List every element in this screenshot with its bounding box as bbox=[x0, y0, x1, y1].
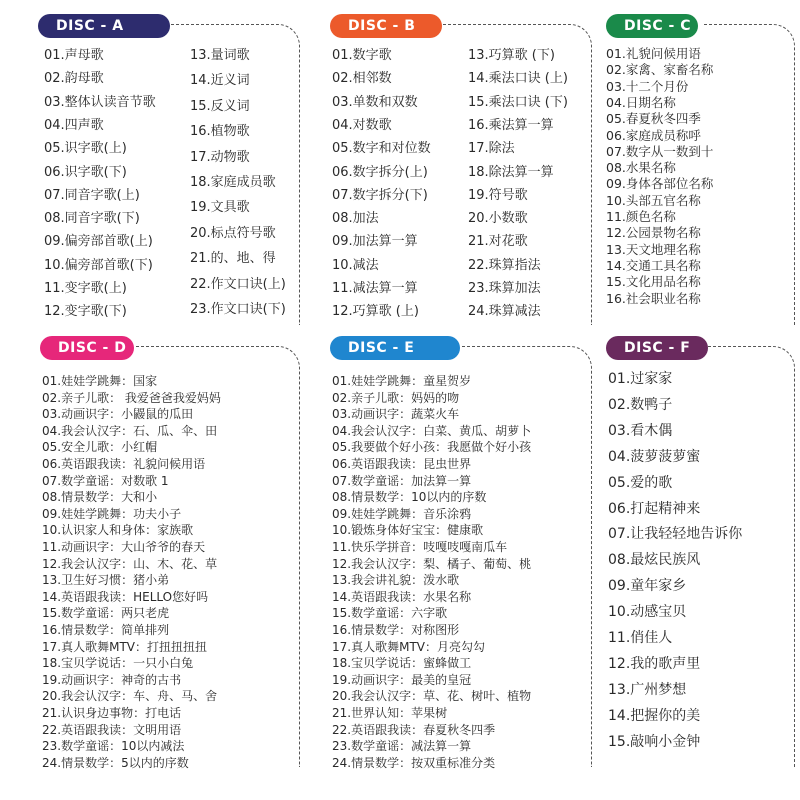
disc-f-track: 12.我的歌声里 bbox=[608, 655, 701, 672]
disc-b-track: 12.巧算歌 (上) bbox=[332, 304, 419, 320]
disc-c-track: 04.日期名称 bbox=[606, 94, 676, 110]
disc-e-track: 12.我会认汉字：梨、橘子、葡萄、桃 bbox=[332, 556, 532, 571]
disc-c-badge: DISC - C bbox=[606, 14, 698, 38]
disc-b-track: 14.乘法口诀 (上) bbox=[468, 71, 568, 87]
disc-c-track: 15.文化用品名称 bbox=[606, 274, 701, 290]
disc-f-track: 04.菠萝菠萝蜜 bbox=[608, 448, 701, 465]
disc-c-frame bbox=[704, 24, 795, 325]
disc-e-track: 19.动画识字：最美的皇冠 bbox=[332, 672, 472, 687]
disc-e-track: 04.我会认汉字：白菜、黄瓜、胡萝卜 bbox=[332, 423, 532, 438]
disc-c-track: 12.公园景物名称 bbox=[606, 225, 701, 241]
disc-c-track: 05.春夏秋冬四季 bbox=[606, 111, 701, 127]
disc-d-track: 10.认识家人和身体：家族歌 bbox=[42, 523, 194, 538]
disc-d-track: 08.情景数学：大和小 bbox=[42, 490, 158, 505]
disc-d-badge: DISC - D bbox=[40, 336, 134, 360]
disc-e-track: 14.英语跟我读：水果名称 bbox=[332, 589, 472, 604]
disc-f-track: 09.童年家乡 bbox=[608, 578, 687, 595]
disc-a-track: 05.识字歌(上) bbox=[44, 141, 127, 157]
disc-c-track: 14.交通工具名称 bbox=[606, 257, 701, 273]
disc-f-track: 07.让我轻轻地告诉你 bbox=[608, 526, 743, 543]
disc-d-track: 16.情景数学：简单排列 bbox=[42, 623, 170, 637]
disc-d-track: 01.娃娃学跳舞：国家 bbox=[42, 374, 158, 388]
disc-b-track: 11.减法算一算 bbox=[332, 281, 418, 296]
disc-c-panel bbox=[604, 14, 796, 334]
disc-d-track: 22.英语跟我读：文明用语 bbox=[42, 722, 182, 737]
disc-a-track: 18.家庭成员歌 bbox=[190, 175, 276, 190]
disc-b-track: 01.数字歌 bbox=[332, 48, 392, 63]
disc-c-track: 09.身体各部位名称 bbox=[606, 176, 714, 192]
disc-b-track: 15.乘法口诀 (下) bbox=[468, 94, 568, 110]
disc-e-track: 07.数学童谣：加法算一算 bbox=[332, 473, 472, 488]
disc-b-track: 20.小数歌 bbox=[468, 211, 528, 227]
disc-f-track: 02.数鸭子 bbox=[608, 396, 673, 413]
disc-a-track: 23.作文口诀(下) bbox=[190, 302, 286, 317]
disc-e-track: 11.快乐学拼音：吱嘎吱嘎南瓜车 bbox=[332, 540, 508, 554]
disc-b-track: 22.珠算指法 bbox=[468, 257, 541, 273]
disc-e-panel bbox=[330, 336, 594, 776]
disc-a-track: 11.变字歌(上) bbox=[44, 281, 127, 296]
disc-b-track: 02.相邻数 bbox=[332, 71, 392, 87]
disc-c-track: 10.头部五官名称 bbox=[606, 192, 701, 208]
disc-b-track: 10.减法 bbox=[332, 257, 379, 273]
disc-b-track: 05.数字和对位数 bbox=[332, 141, 431, 157]
disc-b-track: 23.珠算加法 bbox=[468, 281, 541, 296]
disc-b-track: 17.除法 bbox=[468, 141, 515, 157]
disc-d-track: 11.动画识字：大山爷爷的春天 bbox=[42, 540, 206, 554]
disc-b-track: 04.对数歌 bbox=[332, 117, 392, 133]
disc-f-track: 14.把握你的美 bbox=[608, 707, 701, 724]
disc-f-badge: DISC - F bbox=[606, 336, 708, 360]
disc-a-track: 07.同音字歌(上) bbox=[44, 187, 140, 203]
disc-a-track: 08.同音字歌(下) bbox=[44, 211, 140, 227]
disc-d-track: 15.数学童谣：两只老虎 bbox=[42, 606, 170, 621]
disc-e-track: 21.世界认知：苹果树 bbox=[332, 706, 448, 720]
disc-a-track: 13.量词歌 bbox=[190, 48, 250, 63]
disc-e-track: 22.英语跟我读：春夏秋冬四季 bbox=[332, 722, 496, 737]
disc-f-track: 15.敲响小金钟 bbox=[608, 733, 701, 750]
disc-a-panel bbox=[38, 14, 302, 334]
disc-e-track: 02.亲子儿歌：妈妈的吻 bbox=[332, 390, 460, 405]
disc-f-track: 11.俏佳人 bbox=[608, 630, 673, 646]
disc-e-track: 08.情景数学：10以内的序数 bbox=[332, 490, 487, 505]
disc-e-track: 06.英语跟我读：昆虫世界 bbox=[332, 457, 472, 471]
disc-e-badge: DISC - E bbox=[330, 336, 460, 360]
disc-d-track: 09.娃娃学跳舞：功夫小子 bbox=[42, 506, 182, 521]
disc-e-track: 17.真人歌舞MTV：月亮勾勾 bbox=[332, 639, 485, 654]
disc-a-track: 12.变字歌(下) bbox=[44, 304, 127, 320]
disc-b-track: 21.对花歌 bbox=[468, 234, 528, 250]
disc-e-track: 01.娃娃学跳舞：童星贺岁 bbox=[332, 374, 472, 388]
disc-e-track: 09.娃娃学跳舞：音乐涂鸦 bbox=[332, 506, 472, 521]
disc-d-track: 14.英语跟我读：HELLO您好吗 bbox=[42, 589, 209, 604]
disc-f-track: 10.动感宝贝 bbox=[608, 604, 687, 621]
disc-c-track: 03.十二个月份 bbox=[606, 78, 689, 94]
disc-f-track: 13.广州梦想 bbox=[608, 681, 687, 698]
disc-b-badge: DISC - B bbox=[330, 14, 442, 38]
disc-a-track: 04.四声歌 bbox=[44, 117, 104, 133]
disc-e-track: 20.我会认汉字：草、花、树叶、植物 bbox=[332, 689, 532, 704]
disc-e-track: 16.情景数学：对称图形 bbox=[332, 623, 460, 637]
disc-a-track: 10.偏旁部首歌(下) bbox=[44, 257, 153, 273]
disc-a-track: 20.标点符号歌 bbox=[190, 225, 276, 241]
disc-b-panel bbox=[330, 14, 594, 334]
disc-e-track: 24.情景数学：按双重标准分类 bbox=[332, 755, 496, 770]
disc-f-track: 06.打起精神来 bbox=[608, 500, 701, 517]
disc-b-track: 13.巧算歌 (下) bbox=[468, 48, 555, 63]
disc-e-track: 03.动画识字：蔬菜火车 bbox=[332, 407, 460, 422]
disc-b-track: 24.珠算减法 bbox=[468, 304, 541, 320]
disc-a-track: 15.反义词 bbox=[190, 98, 250, 114]
disc-a-track: 16.植物歌 bbox=[190, 124, 250, 140]
disc-e-track: 23.数学童谣：减法算一算 bbox=[332, 739, 472, 754]
disc-d-track: 04.我会认汉字：石、瓜、伞、田 bbox=[42, 423, 218, 438]
disc-a-track: 01.声母歌 bbox=[44, 48, 104, 63]
disc-a-track: 03.整体认读音节歌 bbox=[44, 94, 156, 110]
disc-c-track: 16.社会职业名称 bbox=[606, 290, 701, 306]
disc-c-track: 08.水果名称 bbox=[606, 160, 676, 176]
disc-d-track: 20.我会认汉字：车、舟、马、舍 bbox=[42, 689, 218, 704]
disc-d-track: 03.动画识字：小鼹鼠的瓜田 bbox=[42, 407, 194, 422]
disc-e-track: 05.我要做个好小孩：我愿做个好小孩 bbox=[332, 440, 532, 455]
disc-a-track: 09.偏旁部首歌(上) bbox=[44, 234, 153, 250]
disc-a-track: 14.近义词 bbox=[190, 73, 250, 89]
disc-f-track: 03.看木偶 bbox=[608, 422, 673, 439]
disc-c-track: 01.礼貌问候用语 bbox=[606, 46, 701, 61]
disc-a-track: 22.作文口诀(上) bbox=[190, 276, 286, 292]
disc-a-track: 06.识字歌(下) bbox=[44, 164, 127, 180]
disc-d-track: 12.我会认汉字：山、木、花、草 bbox=[42, 556, 218, 571]
disc-d-track: 19.动画识字：神奇的古书 bbox=[42, 672, 182, 687]
disc-b-track: 16.乘法算一算 bbox=[468, 117, 554, 133]
disc-c-track: 06.家庭成员称呼 bbox=[606, 127, 701, 143]
disc-d-track: 13.卫生好习惯：猪小弟 bbox=[42, 573, 170, 588]
disc-e-track: 18.宝贝学说话：蜜蜂做工 bbox=[332, 656, 472, 671]
disc-d-track: 07.数学童谣：对数歌 1 bbox=[42, 473, 169, 488]
disc-a-track: 17.动物歌 bbox=[190, 149, 250, 165]
disc-d-track: 18.宝贝学说话：一只小白兔 bbox=[42, 656, 194, 671]
disc-b-track: 19.符号歌 bbox=[468, 187, 528, 203]
disc-b-track: 18.除法算一算 bbox=[468, 164, 554, 180]
disc-b-track: 06.数字拆分(上) bbox=[332, 164, 428, 180]
disc-b-track: 09.加法算一算 bbox=[332, 234, 418, 250]
disc-a-track: 19.文具歌 bbox=[190, 200, 250, 216]
disc-c-track: 07.数字从一数到十 bbox=[606, 143, 714, 159]
disc-f-track: 08.最炫民族风 bbox=[608, 552, 701, 569]
disc-d-panel bbox=[38, 336, 302, 776]
disc-e-track: 10.锻炼身体好宝宝：健康歌 bbox=[332, 523, 484, 538]
disc-d-track: 17.真人歌舞MTV：打扭扭扭扭 bbox=[42, 639, 207, 654]
disc-f-frame bbox=[708, 346, 795, 767]
disc-a-track: 02.韵母歌 bbox=[44, 71, 104, 87]
disc-f-panel bbox=[604, 336, 796, 776]
disc-d-track: 24.情景数学：5以内的序数 bbox=[42, 755, 189, 770]
disc-e-track: 13.我会讲礼貌：泼水歌 bbox=[332, 573, 460, 588]
disc-a-badge: DISC - A bbox=[38, 14, 170, 38]
disc-f-track: 05.爱的歌 bbox=[608, 474, 673, 491]
disc-b-track: 03.单数和双数 bbox=[332, 94, 418, 110]
disc-d-track: 21.认识身边事物：打电话 bbox=[42, 706, 182, 720]
disc-b-track: 08.加法 bbox=[332, 211, 379, 227]
disc-c-track: 13.天文地理名称 bbox=[606, 241, 701, 257]
disc-d-track: 23.数学童谣：10以内减法 bbox=[42, 739, 185, 754]
disc-d-track: 06.英语跟我读：礼貌问候用语 bbox=[42, 457, 206, 471]
disc-d-track: 02.亲子儿歌： 我爱爸爸我爱妈妈 bbox=[42, 390, 221, 405]
disc-e-track: 15.数学童谣：六字歌 bbox=[332, 606, 448, 621]
disc-c-track: 11.颜色名称 bbox=[606, 209, 676, 224]
disc-f-track: 01.过家家 bbox=[608, 371, 673, 387]
disc-d-track: 05.安全儿歌：小红帽 bbox=[42, 440, 158, 455]
disc-a-track: 21.的、地、得 bbox=[190, 251, 276, 267]
disc-c-track: 02.家禽、家畜名称 bbox=[606, 62, 714, 78]
disc-b-track: 07.数字拆分(下) bbox=[332, 187, 428, 203]
